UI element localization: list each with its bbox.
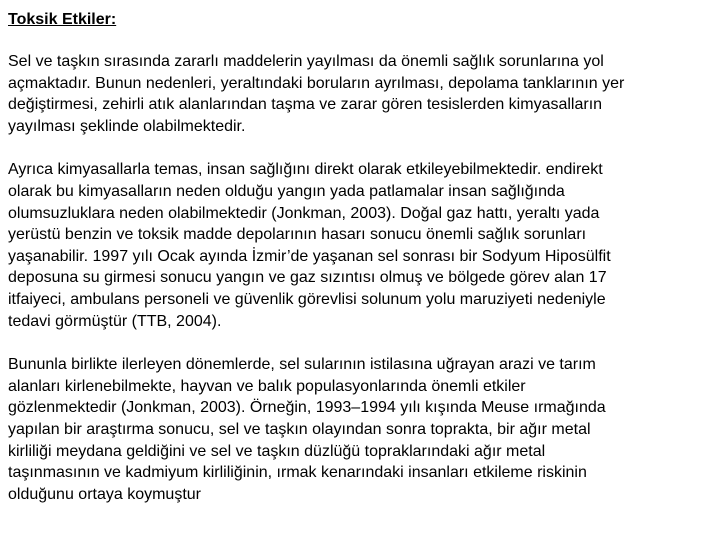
text-line: Ayrıca kimyasallarla temas, insan sağlığını direkt olarak etkileyebilmektedir. endirekt: [8, 161, 603, 179]
text-line: değiştirmesi, zehirli atık alanlarından taşma ve zarar gören tesislerden kimyasalların: [8, 96, 603, 114]
text-line: olarak bu kimyasalların neden olduğu yangın yada patlamalar insan sağlığında: [8, 182, 565, 200]
text-line: itfaiyeci, ambulans personeli ve güvenlik görevlisi solunum yolu maruziyeti nedeniyle: [8, 290, 606, 308]
text-line: kirliliği meydana geldiğini ve sel ve taşkın düzlüğü topraklarındaki ağır metal: [8, 442, 546, 460]
paragraph-1: [8, 51, 714, 137]
paragraph-2: [8, 159, 714, 332]
document-page: [8, 9, 714, 505]
text-line: gözlenmektedir (Jonkman, 2003). Örneğin, 1993–1994 yılı kışında Meuse ırmağında: [8, 399, 606, 417]
text-line: Sel ve taşkın sırasında zararlı maddelerin yayılması da önemli sağlık sorunlarına yol: [8, 53, 604, 70]
paragraph-3: [8, 354, 714, 505]
text-line: tedavi görmüştür (TTB, 2004).: [8, 312, 222, 330]
section-title: Toksik Etkiler:: [8, 11, 117, 28]
text-line: yayılması şeklinde olabilmektedir.: [8, 117, 246, 135]
text-line: yapılan bir araştırma sonucu, sel ve taşkın olayından sonra toprakta, bir ağır metal: [8, 420, 591, 438]
text-line: olumsuzluklara neden olabilmektedir (Jonkman, 2003). Doğal gaz hattı, yeraltı yada: [8, 204, 600, 222]
text-line: yerüstü benzin ve toksik madde depolarının hasarı sonucu önemli sağlık sorunları: [8, 226, 587, 244]
text-line: alanları kirlenebilmekte, hayvan ve balık populasyonlarında önemli etkiler: [8, 377, 526, 395]
text-line: yaşanabilir. 1997 yılı Ocak ayında İzmir’de yaşanan sel sonrası bir Sodyum Hiposülfit: [8, 247, 611, 265]
spacer: [8, 137, 714, 159]
text-line: Bununla birlikte ilerleyen dönemlerde, sel sularının istilasına uğrayan arazi ve tarım: [8, 356, 596, 374]
text-line: taşınmasının ve kadmiyum kirliliğinin, ırmak kenarındaki insanları etkileme riskinin: [8, 464, 587, 482]
text-line: açmaktadır. Bunun nedenleri, yeraltındaki boruların ayrılması, depolama tanklarının yer: [8, 74, 625, 92]
text-line: olduğunu ortaya koymuştur: [8, 485, 201, 503]
spacer: [8, 31, 714, 51]
spacer: [8, 332, 714, 354]
text-line: deposuna su girmesi sonucu yangın ve gaz sızıntısı olmuş ve bölgede görev alan 17: [8, 269, 607, 287]
